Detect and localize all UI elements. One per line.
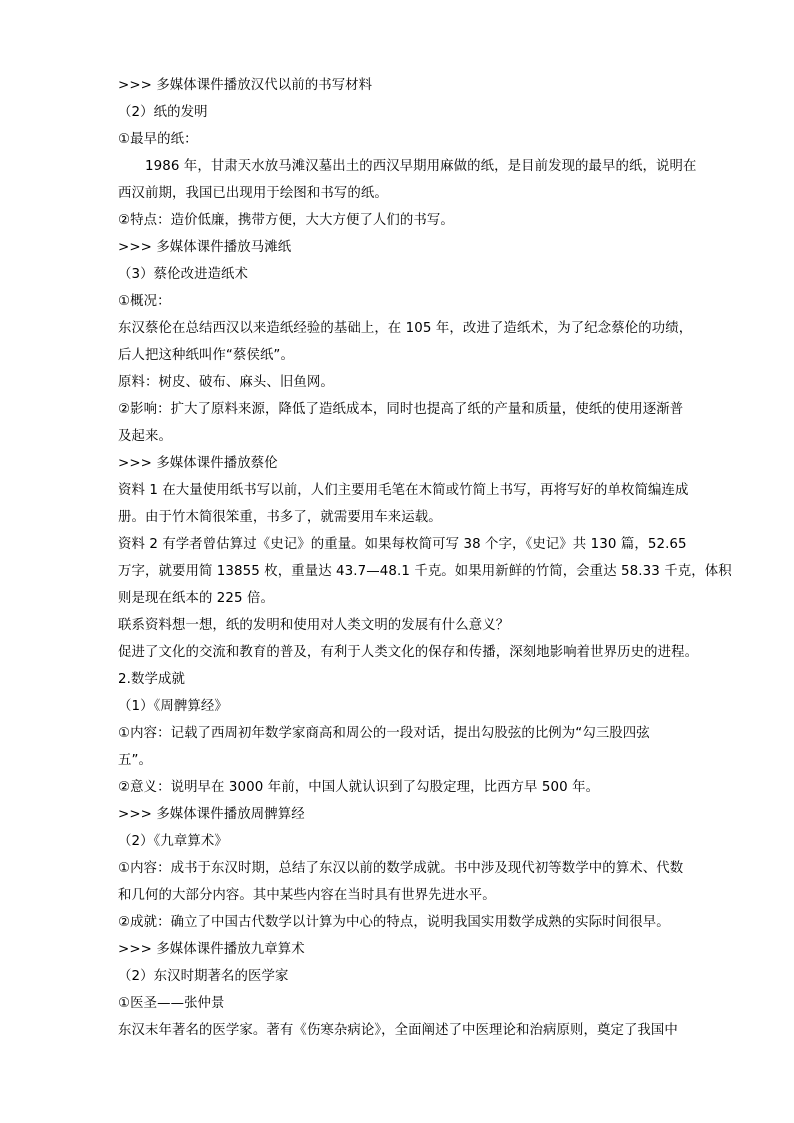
heading-cai-lun: （3）蔡伦改进造纸术 bbox=[118, 267, 249, 282]
line-multimedia-writing-materials: >>> 多媒体课件播放汉代以前的书写材料 bbox=[118, 78, 373, 93]
paragraph-line: ②意义：说明早在 3000 年前，中国人就认识到了勾股定理，比西方早 500 年。 bbox=[118, 780, 600, 795]
heading-jiuzhang-suanshu: （2）《九章算术》 bbox=[118, 834, 228, 849]
paragraph-line: 东汉末年著名的医学家。著有《伤寒杂病论》，全面阐述了中医理论和治病原则，奠定了我国中 bbox=[118, 1023, 678, 1038]
heading-overview: ①概况： bbox=[118, 294, 171, 309]
line-multimedia-matan-paper: >>> 多媒体课件播放马滩纸 bbox=[118, 240, 292, 255]
heading-zhang-zhongjing: ①医圣——张仲景 bbox=[118, 996, 225, 1011]
paragraph-line: 1986 年，甘肃天水放马滩汉墓出土的西汉早期用麻做的纸，是目前发现的最早的纸，说明在 bbox=[145, 159, 697, 174]
heading-paper-invention: （2）纸的发明 bbox=[118, 105, 208, 120]
paragraph-line: ①内容：成书于东汉时期，总结了东汉以前的数学成就。书中涉及现代初等数学中的算术、代数 bbox=[118, 861, 684, 876]
heading-math-achievements: 2.数学成就 bbox=[118, 672, 185, 687]
paragraph-line: 西汉前期，我国已出现用于绘图和书写的纸。 bbox=[118, 186, 388, 201]
line-multimedia-jiuzhang: >>> 多媒体课件播放九章算术 bbox=[118, 942, 305, 957]
line-multimedia-cai-lun: >>> 多媒体课件播放蔡伦 bbox=[118, 456, 278, 471]
paragraph-line: 后人把这种纸叫作“蔡侯纸”。 bbox=[118, 348, 294, 363]
paragraph-line: 联系资料想一想，纸的发明和使用对人类文明的发展有什么意义？ bbox=[118, 618, 510, 633]
heading-earliest-paper: ①最早的纸： bbox=[118, 132, 198, 147]
heading-zhoubi-suanjing: （1）《周髀算经》 bbox=[118, 699, 228, 714]
paragraph-line: 和几何的大部分内容。其中某些内容在当时具有世界先进水平。 bbox=[118, 888, 496, 903]
paragraph-line: ②影响：扩大了原料来源，降低了造纸成本，同时也提高了纸的产量和质量，使纸的使用逐渐普 bbox=[118, 402, 684, 417]
paragraph-line: 册。由于竹木简很笨重，书多了，就需要用车来运载。 bbox=[118, 510, 442, 525]
paragraph-line: 则是现在纸本的 225 倍。 bbox=[118, 591, 274, 606]
paragraph-line: 促进了文化的交流和教育的普及，有利于人类文化的保存和传播，深刻地影响着世界历史的进程。 bbox=[118, 645, 699, 660]
paragraph-line: 及起来。 bbox=[118, 429, 172, 444]
paragraph-line: ②特点：造价低廉，携带方便，大大方便了人们的书写。 bbox=[118, 213, 454, 228]
paragraph-line: 五”。 bbox=[118, 753, 153, 768]
paragraph-line: 万字，就要用简 13855 枚，重量达 43.7—48.1 千克。如果用新鲜的竹简，会重达 58.33 千克，体积 bbox=[118, 564, 732, 579]
paragraph-line: 资料 2 有学者曾估算过《史记》的重量。如果每枚简可写 38 个字，《史记》共 130 篇，52.65 bbox=[118, 537, 687, 552]
paragraph-line: 资料 1 在大量使用纸书写以前，人们主要用毛笔在木简或竹简上书写，再将写好的单枚简编连成 bbox=[118, 483, 689, 498]
line-multimedia-zhoubi: >>> 多媒体课件播放周髀算经 bbox=[118, 807, 305, 822]
paragraph-line: ①内容：记载了西周初年数学家商高和周公的一段对话，提出勾股弦的比例为“勾三股四弦 bbox=[118, 726, 650, 741]
paragraph-line: 东汉蔡伦在总结西汉以来造纸经验的基础上，在 105 年，改进了造纸术，为了纪念蔡伦的功绩， bbox=[118, 321, 693, 336]
paragraph-line: 原料：树皮、破布、麻头、旧鱼网。 bbox=[118, 375, 334, 390]
paragraph-line: ②成就：确立了中国古代数学以计算为中心的特点，说明我国实用数学成熟的实际时间很早。 bbox=[118, 915, 670, 930]
heading-medical-scientists: （2）东汉时期著名的医学家 bbox=[118, 969, 289, 984]
